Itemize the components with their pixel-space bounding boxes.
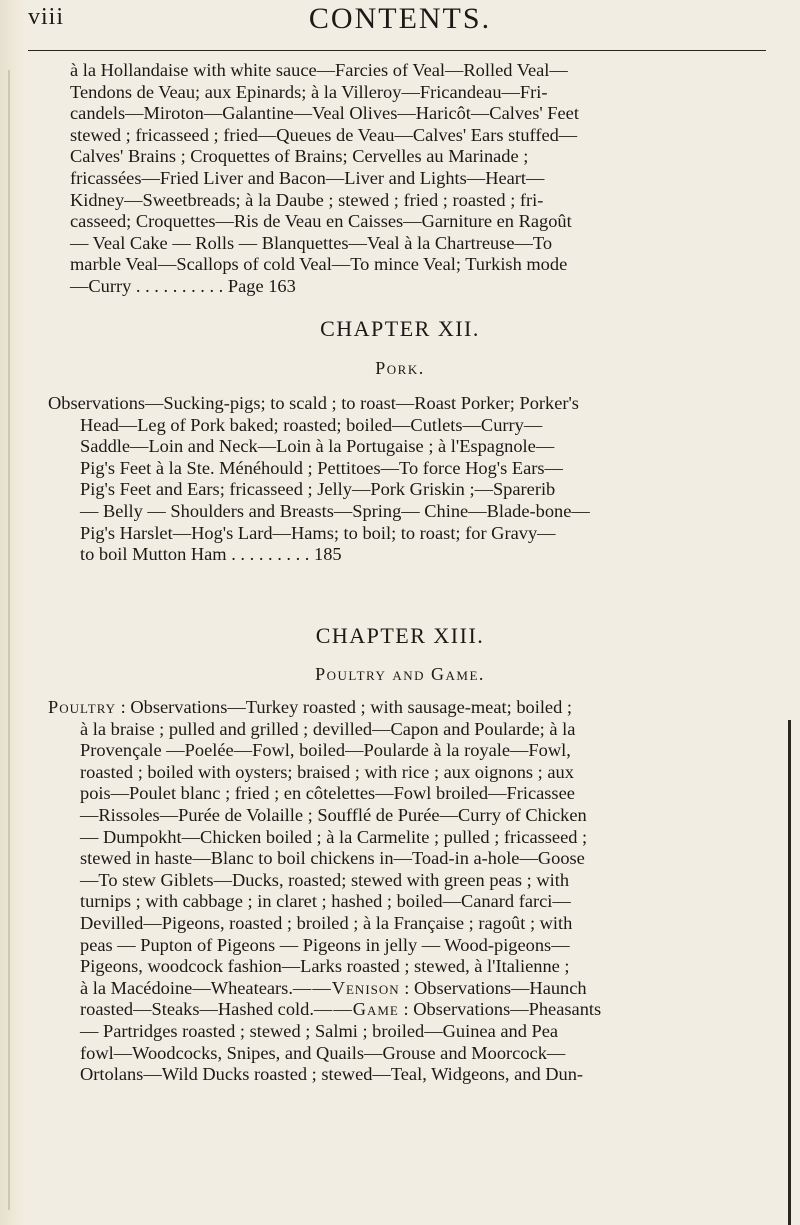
text-line: — Belly — Shoulders and Breasts—Spring— Chine—Blade-bone— <box>80 500 590 521</box>
text-line: Provençale —Poelée—Fowl, boiled—Poularde à la royale—Fowl, <box>80 740 571 761</box>
text-line: Calves' Brains ; Croquettes of Brains; Cervelles au Marinade ; <box>70 146 529 167</box>
page-edge-rule <box>788 720 791 1225</box>
line-text: : Observations—Haunch <box>404 977 587 998</box>
chapter-xii-title: CHAPTER XII. <box>320 316 480 341</box>
entry-text: to boil Mutton Ham <box>80 544 227 565</box>
chapter-xii-subtitle: Pork. <box>375 358 425 378</box>
text-line: turnips ; with cabbage ; in claret ; hashed ; boiled—Canard farci— <box>80 891 571 912</box>
dot-leader: . . . . . . . . . <box>231 544 310 565</box>
text-line: Head—Leg of Pork baked; roasted; boiled—Cutlets—Curry— <box>80 414 543 435</box>
text-line <box>48 978 770 1000</box>
text-line: fowl—Woodcocks, Snipes, and Quails—Grouse and Moorcock— <box>80 1042 566 1063</box>
pork-entries-paragraph <box>48 393 770 566</box>
text-line: —To stew Giblets—Ducks, roasted; stewed with green peas ; with <box>80 869 570 890</box>
text-line: roasted ; boiled with oysters; braised ; with rice ; aux oignons ; aux <box>80 761 574 782</box>
toc-entry-last-line <box>70 276 760 298</box>
chapter-xiii-title: CHAPTER XIII. <box>315 623 485 648</box>
text-line: à la Hollandaise with white sauce—Farcies of Veal—Rolled Veal— <box>70 60 568 80</box>
text-line: stewed ; fricasseed ; fried—Queues de Veau—Calves' Ears stuffed— <box>70 124 578 145</box>
text-line <box>48 999 770 1021</box>
text-line: stewed in haste—Blanc to boil chickens in—Toad-in a-hole—Goose <box>80 848 585 869</box>
text-line: Pig's Feet à la Ste. Ménéhould ; Pettitoes—To force Hog's Ears— <box>80 457 563 478</box>
poultry-game-entries-paragraph <box>48 697 770 1086</box>
section-lead-poultry: Poultry <box>48 697 117 717</box>
page-reference: Page 163 <box>227 275 296 296</box>
page-header <box>0 0 800 62</box>
text-line: Observations—Sucking-pigs; to scald ; to roast—Roast Porker; Porker's <box>48 393 579 413</box>
line-text: : Observations—Turkey roasted ; with sausage-meat; boiled ; <box>120 697 572 717</box>
text-line: à la braise ; pulled and grilled ; devilled—Capon and Poularde; à la <box>80 718 576 739</box>
text-line: marble Veal—Scallops of cold Veal—To mince Veal; Turkish mode <box>70 254 568 275</box>
text-line: Devilled—Pigeons, roasted ; broiled ; à la Française ; ragoût ; with <box>80 912 573 933</box>
veal-entries-paragraph <box>70 60 760 298</box>
text-line: pois—Poulet blanc ; fried ; en côtelettes—Fowl broiled—Fricassee <box>80 783 575 804</box>
text-line: — Dumpokht—Chicken boiled ; à la Carmelite ; pulled ; fricasseed ; <box>80 826 588 847</box>
text-line: Kidney—Sweetbreads; à la Daube ; stewed ; fried ; roasted ; fri- <box>70 189 544 210</box>
text-line: casseed; Croquettes—Ris de Veau en Caisses—Garniture en Ragoût <box>70 211 572 232</box>
section-lead-game: ——Game <box>313 999 399 1020</box>
text-line: — Veal Cake — Rolls — Blanquettes—Veal à la Chartreuse—To <box>70 232 553 253</box>
page-number: viii <box>28 4 65 30</box>
toc-entry-last-line <box>48 544 770 566</box>
text-line: Saddle—Loin and Neck—Loin à la Portugaise ; à l'Espagnole— <box>80 436 555 457</box>
header-rule <box>28 50 766 51</box>
text-line: Tendons de Veau; aux Epinards; à la Villeroy—Fricandeau—Fri- <box>70 81 548 102</box>
entry-text: —Curry <box>70 275 132 296</box>
line-text: à la Macédoine—Wheatears. <box>80 977 293 998</box>
text-line: fricassées—Fried Liver and Bacon—Liver and Lights—Heart— <box>70 167 545 188</box>
text-line: candels—Miroton—Galantine—Veal Olives—Haricôt—Calves' Feet <box>70 103 579 124</box>
running-head: CONTENTS. <box>308 2 492 35</box>
dot-leader: . . . . . . . . . . <box>135 275 224 296</box>
page-reference: 185 <box>314 544 342 565</box>
line-text: : Observations—Pheasants <box>403 999 602 1020</box>
text-line: Pigeons, woodcock fashion—Larks roasted ; stewed, à l'Italienne ; <box>80 956 570 977</box>
text-line: peas — Pupton of Pigeons — Pigeons in jelly — Wood-pigeons— <box>80 934 570 955</box>
text-line: Pig's Feet and Ears; fricasseed ; Jelly—Pork Griskin ;—Sparerib <box>80 479 556 500</box>
line-text: roasted—Steaks—Hashed cold. <box>80 999 314 1020</box>
text-line: —Rissoles—Purée de Volaille ; Soufflé de Purée—Curry of Chicken <box>80 804 587 825</box>
chapter-xiii-subtitle: Poultry and Game. <box>315 664 485 684</box>
text-line <box>48 697 770 719</box>
page-gutter <box>0 0 26 1225</box>
section-lead-venison: ——Venison <box>292 977 400 998</box>
text-line: Pig's Harslet—Hog's Lard—Hams; to boil; to roast; for Gravy— <box>80 522 556 543</box>
text-line: Ortolans—Wild Ducks roasted ; stewed—Teal, Widgeons, and Dun- <box>80 1064 584 1085</box>
text-line: — Partridges roasted ; stewed ; Salmi ; broiled—Guinea and Pea <box>80 1020 559 1041</box>
